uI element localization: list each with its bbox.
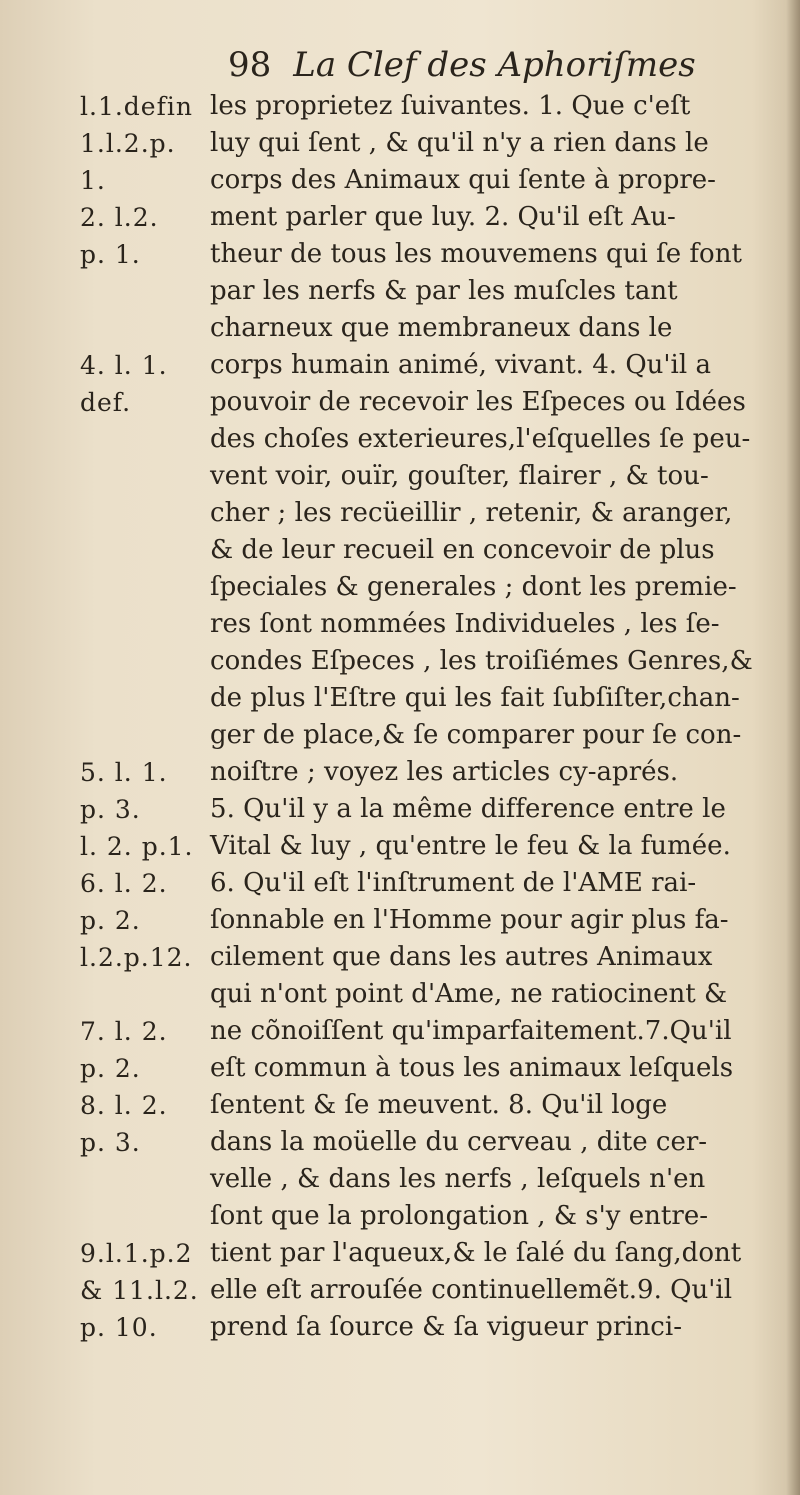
text-line: ſpeciales & generales ; dont les premie- xyxy=(210,572,737,602)
text-line: ſont que la prolongation , & s'y entre- xyxy=(210,1201,709,1231)
text-line: theur de tous les mouvemens qui ſe font xyxy=(210,239,742,269)
text-line: elle eſt arrouſée continuellemẽt.9. Qu'il xyxy=(210,1275,733,1305)
margin-note xyxy=(80,458,210,495)
margin-note: p. 2. xyxy=(80,1054,141,1083)
margin-note: 9.l.1.p.2 xyxy=(80,1239,193,1268)
margin-note: p. 3. xyxy=(80,1128,141,1157)
text-line: qui n'ont point d'Ame, ne ratiocinent & xyxy=(210,979,728,1009)
text-line: ne cõnoiſſent qu'imparfaitement.7.Qu'il xyxy=(210,1016,732,1046)
margin-note xyxy=(80,495,210,532)
text-line: noiſtre ; voyez les articles cy-aprés. xyxy=(210,757,679,787)
running-header xyxy=(228,42,748,88)
margin-note xyxy=(80,717,210,754)
text-line: ment parler que luy. 2. Qu'il eſt Au- xyxy=(210,202,676,232)
text-line: prend ſa ſource & ſa vigueur princi- xyxy=(210,1312,682,1342)
margin-note xyxy=(80,976,210,1013)
margin-note: 2. l.2. xyxy=(80,203,159,232)
margin-note xyxy=(80,643,210,680)
text-line: de plus l'Eſtre qui les fait ſubſiſter,chan- xyxy=(210,683,740,713)
text-line: tient par l'aqueux,& le ſalé du ſang,dont xyxy=(210,1238,742,1268)
page-edge-shadow xyxy=(786,0,800,1495)
margin-note: 7. l. 2. xyxy=(80,1017,168,1046)
text-line: 5. Qu'il y a la même difference entre le xyxy=(210,794,726,824)
margin-note xyxy=(80,569,210,606)
margin-note: l.2.p.12. xyxy=(80,943,193,972)
margin-note xyxy=(80,273,210,310)
text-line: ſonnable en l'Homme pour agir plus fa- xyxy=(210,905,729,935)
text-line: & de leur recueil en concevoir de plus xyxy=(210,535,715,565)
body-text xyxy=(210,88,792,1346)
margin-note: p. 3. xyxy=(80,795,141,824)
text-line: condes Eſpeces , les troiſiémes Genres,& xyxy=(210,646,753,676)
margin-note: 8. l. 2. xyxy=(80,1091,168,1120)
margin-note xyxy=(80,1161,210,1198)
text-line: pouvoir de recevoir les Eſpeces ou Idées xyxy=(210,387,746,417)
margin-note: 4. l. 1. xyxy=(80,351,168,380)
text-line: corps humain animé, vivant. 4. Qu'il a xyxy=(210,350,711,380)
text-line: des choſes exterieures,l'eſquelles ſe peu- xyxy=(210,424,751,454)
text-line: ger de place,& ſe comparer pour ſe con- xyxy=(210,720,742,750)
margin-note xyxy=(80,1198,210,1235)
margin-note xyxy=(80,310,210,347)
margin-note: l. 2. p.1. xyxy=(80,832,194,861)
running-title: La Clef des Aphoriſmes xyxy=(293,45,696,85)
text-line: 6. Qu'il eſt l'inſtrument de l'AME rai- xyxy=(210,868,697,898)
text-line: par les nerfs & par les muſcles tant xyxy=(210,276,678,306)
text-line: res ſont nommées Individueles , les ſe- xyxy=(210,609,720,639)
page-number: 98 xyxy=(228,45,272,85)
margin-note: & 11.l.2. xyxy=(80,1276,199,1305)
margin-note: p. 10. xyxy=(80,1313,158,1342)
text-line: les proprietez ſuivantes. 1. Que c'eſt xyxy=(210,91,691,121)
margin-note: 1. xyxy=(80,166,106,195)
margin-notes xyxy=(80,88,210,1346)
margin-note: 6. l. 2. xyxy=(80,869,168,898)
text-line: Vital & luy , qu'entre le feu & la fumée. xyxy=(210,831,731,861)
margin-note xyxy=(80,680,210,717)
text-line: cilement que dans les autres Animaux xyxy=(210,942,713,972)
text-line: cher ; les recüeillir , retenir, & aranger, xyxy=(210,498,733,528)
text-line: vent voir, ouïr, gouſter, flairer , & tou- xyxy=(210,461,709,491)
margin-note: def. xyxy=(80,388,132,417)
margin-note: 1.l.2.p. xyxy=(80,129,176,158)
margin-note xyxy=(80,532,210,569)
text-line: ſentent & ſe meuvent. 8. Qu'il loge xyxy=(210,1090,668,1120)
margin-note xyxy=(80,606,210,643)
text-line: charneux que membraneux dans le xyxy=(210,313,673,343)
margin-note: 5. l. 1. xyxy=(80,758,168,787)
margin-note: p. 2. xyxy=(80,906,141,935)
text-line: velle , & dans les nerfs , leſquels n'en xyxy=(210,1164,706,1194)
text-line: luy qui ſent , & qu'il n'y a rien dans le xyxy=(210,128,709,158)
text-line: corps des Animaux qui ſente à propre- xyxy=(210,165,716,195)
text-line: eſt commun à tous les animaux leſquels xyxy=(210,1053,734,1083)
margin-note: l.1.defin xyxy=(80,92,193,121)
margin-note: p. 1. xyxy=(80,240,141,269)
text-line: dans la moüelle du cerveau , dite cer- xyxy=(210,1127,708,1157)
margin-note xyxy=(80,421,210,458)
